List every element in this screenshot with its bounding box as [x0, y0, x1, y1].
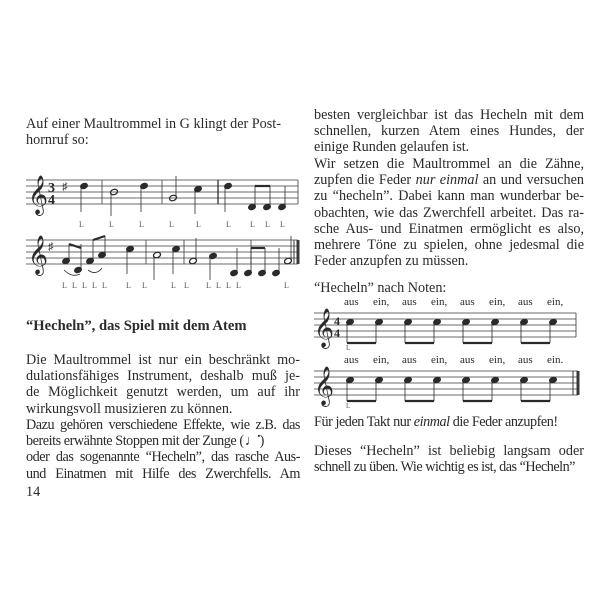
lyric: aus — [344, 354, 359, 366]
paragraph-practice — [314, 443, 584, 475]
paragraph-effects — [26, 417, 300, 482]
emphasis: nur einmal — [415, 172, 479, 189]
lyric: aus — [518, 296, 533, 308]
breath-mark: L — [226, 220, 231, 229]
lyric: aus — [460, 296, 475, 308]
paragraph-modulation — [26, 352, 300, 417]
breath-mark: L — [346, 402, 351, 410]
lyric: ein. — [547, 354, 564, 366]
text-line: einige Runden gelaufen ist. — [314, 139, 470, 156]
breath-mark: L — [139, 220, 144, 229]
paragraph-technique — [314, 156, 584, 269]
breath-mark: L — [216, 281, 221, 290]
lyric: aus — [344, 296, 359, 308]
lyric: ein, — [547, 296, 564, 308]
lyric: ein, — [373, 296, 390, 308]
text-line: zu “hecheln”. Dabei kann man wunderbar be- — [314, 188, 584, 205]
lyric: aus — [460, 354, 475, 366]
text-line: und Einatmen mit Hilfe des Zwerchfells. Am — [26, 465, 300, 482]
text-line: Feder anzupfen zu müssen. — [314, 253, 469, 270]
breath-mark: L — [72, 281, 77, 290]
breath-mark: L — [206, 281, 211, 290]
text-line: Dieses “Hecheln” ist beliebig langsam oder — [314, 443, 584, 459]
text-line: mehrere Töne zu spielen, ohne jedesmal die — [314, 237, 584, 254]
text-line-with-stop-symbol: bereits erwähnte Stoppen mit der Zunge (♩̇) — [26, 433, 264, 450]
text-line: Wir setzen die Maultrommel an die Zähne, — [314, 156, 584, 172]
text-line: wirkungsvoll musizieren zu können. — [26, 400, 233, 417]
text-line: schnell zu üben. Wie wichtig es ist, das “Hecheln” — [314, 459, 575, 476]
breath-mark: L — [284, 281, 289, 290]
tongue-stop-note-icon: ♩̇ — [244, 433, 259, 450]
text-line: schnellen, kurzen Atem eines Hundes, der — [314, 123, 584, 140]
breath-mark: L — [109, 220, 114, 229]
treble-clef-icon: 𝄞 — [314, 368, 335, 405]
treble-clef-icon: 𝄞 — [314, 310, 335, 347]
breath-mark: L — [126, 281, 131, 290]
sharp-icon: ♯ — [48, 241, 54, 253]
instruction-text: Für jeden Takt nur einmal die Feder anzupfen! — [314, 414, 558, 430]
breath-mark: L — [250, 220, 255, 229]
text-line: de Möglichkeit genutzt werden, um auf ihr — [26, 384, 300, 401]
hecheln-score-system-1 — [314, 305, 594, 355]
text-line: Auf einer Maultrommel in G klingt der Post- — [26, 116, 281, 132]
hecheln-score-system-2 — [314, 363, 594, 413]
lyric: ein, — [431, 354, 448, 366]
breath-mark: L — [184, 281, 189, 290]
breath-mark: L — [236, 281, 241, 290]
lyric: ein, — [489, 296, 506, 308]
intro-text — [26, 116, 300, 148]
breath-mark: L — [226, 281, 231, 290]
breath-mark: L — [169, 220, 174, 229]
breath-mark: L — [196, 220, 201, 229]
time-signature-denominator: 4 — [334, 326, 340, 340]
lyric: ein, — [489, 354, 506, 366]
breath-mark: L — [280, 220, 285, 229]
lyric: ein, — [431, 296, 448, 308]
text-line: oder das sogenannte “Hecheln”, das rasche Aus- — [26, 449, 300, 466]
notation-label: “Hecheln” nach Noten: — [314, 280, 447, 296]
sharp-icon: ♯ — [62, 181, 68, 193]
lyric: aus — [518, 354, 533, 366]
breath-mark: L — [171, 281, 176, 290]
text-line: obachten, wie das Zwerchfell arbeitet. Das ra- — [314, 204, 584, 221]
breath-marks-row-2 — [26, 281, 306, 293]
treble-clef-icon: 𝄞 — [28, 177, 49, 214]
breath-mark: L — [265, 220, 270, 229]
time-signature-numerator: 4 — [334, 314, 340, 328]
text-line: hornruf so: — [26, 132, 89, 149]
text-line: dulationsfähiges Instrument, deshalb muß je- — [26, 368, 300, 385]
time-signature-numerator: 3 — [48, 181, 55, 196]
emphasis: einmal — [413, 414, 450, 430]
treble-clef-icon: 𝄞 — [28, 237, 49, 274]
breath-mark: L — [102, 281, 107, 290]
lyric: ein, — [373, 354, 390, 366]
breath-mark: L — [92, 281, 97, 290]
lyric: aus — [402, 354, 417, 366]
paragraph-comparison — [314, 107, 584, 156]
lyric: aus — [402, 296, 417, 308]
breath-mark: L — [142, 281, 147, 290]
page-number: 14 — [26, 484, 41, 500]
breath-mark: L — [82, 281, 87, 290]
breath-mark: L — [346, 344, 351, 352]
section-heading: “Hecheln”, das Spiel mit dem Atem — [26, 318, 247, 334]
text-line: besten vergleichbar ist das Hecheln mit dem — [314, 107, 584, 123]
text-line: Dazu gehören verschiedene Effekte, wie z.B. das — [26, 417, 300, 433]
text-line: sche Aus- und Einatmen ermöglicht es also, — [314, 220, 584, 237]
text-line: zupfen die Feder nur einmal an und versuchen — [314, 172, 584, 189]
breath-mark: L — [79, 220, 84, 229]
time-signature-denominator: 4 — [48, 193, 55, 208]
breath-mark: L — [62, 281, 67, 290]
text-line: Die Maultrommel ist nur ein beschränkt mo- — [26, 352, 300, 368]
